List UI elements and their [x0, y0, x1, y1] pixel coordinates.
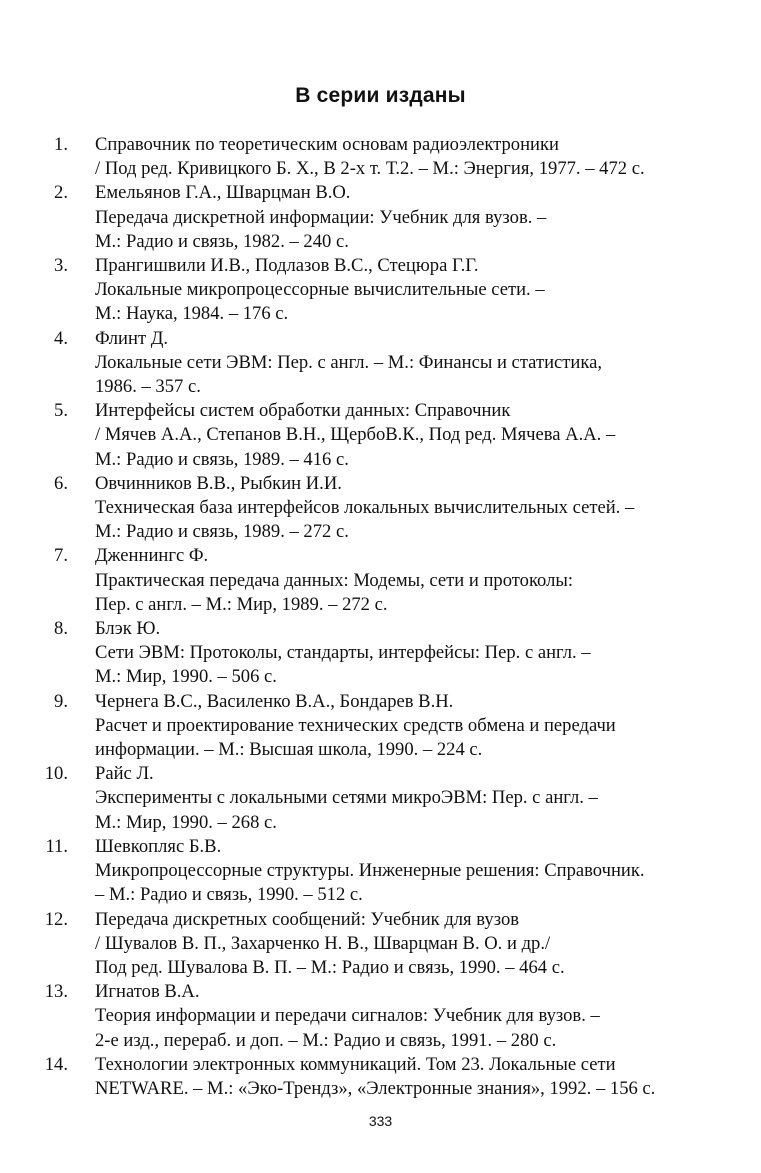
reference-number: 3.	[54, 255, 68, 277]
page-number: 333	[368, 1113, 393, 1129]
reference-item	[0, 762, 761, 835]
reference-line: Райс Л.	[95, 763, 154, 785]
reference-line: 1986. – 357 с.	[95, 376, 201, 398]
reference-item	[0, 133, 761, 181]
reference-line: М.: Радио и связь, 1982. – 240 с.	[95, 230, 349, 252]
reference-line: Игнатов В.А.	[95, 981, 200, 1003]
reference-item	[0, 908, 761, 981]
reference-line: М.: Радио и связь, 1989. – 272 с.	[95, 521, 349, 543]
reference-line: Чернега В.С., Василенко В.А., Бондарев В.Н.	[95, 690, 454, 712]
reference-line: Передача дискретных сообщений: Учебник для вузов	[95, 908, 520, 930]
reference-number: 2.	[54, 182, 68, 204]
reference-item	[0, 1053, 761, 1101]
reference-number: 11.	[45, 835, 68, 857]
reference-line: Эксперименты с локальными сетями микроЭВМ: Пер. с англ. –	[95, 787, 598, 809]
reference-line: Микропроцессорные структуры. Инженерные решения: Справочник.	[95, 860, 645, 882]
reference-line: Дженнингс Ф.	[95, 545, 209, 567]
reference-number: 12.	[44, 908, 68, 930]
reference-line: / Мячев А.А., Степанов В.Н., ЩербоВ.К., Под ред. Мячева А.А. –	[95, 424, 616, 446]
reference-line: М.: Мир, 1990. – 268 с.	[95, 811, 277, 833]
reference-line: Под ред. Шувалова В. П. – М.: Радио и связь, 1990. – 464 с.	[95, 956, 565, 978]
reference-number: 10.	[44, 763, 68, 785]
page-title: В серии изданы	[295, 84, 466, 107]
reference-number: 8.	[54, 618, 68, 640]
reference-number: 4.	[54, 327, 68, 349]
reference-number: 6.	[54, 472, 68, 494]
reference-line: Интерфейсы систем обработки данных: Справочник	[95, 400, 511, 422]
reference-line: Емельянов Г.А., Шварцман В.О.	[95, 182, 351, 204]
reference-item	[0, 254, 761, 327]
reference-line: информации. – М.: Высшая школа, 1990. – 224 с.	[95, 739, 483, 761]
reference-line: Шевкопляс Б.В.	[95, 835, 222, 857]
reference-line: Флинт Д.	[95, 327, 169, 349]
reference-line: 2-е изд., перераб. и доп. – М.: Радио и связь, 1991. – 280 с.	[95, 1029, 557, 1051]
reference-line: Локальные микропроцессорные вычислительные сети. –	[95, 279, 545, 301]
reference-item	[0, 544, 761, 617]
reference-line: Техническая база интерфейсов локальных вычислительных сетей. –	[95, 497, 635, 519]
reference-line: Блэк Ю.	[95, 618, 161, 640]
reference-line: / Под ред. Кривицкого Б. Х., В 2-х т. Т.2. – М.: Энергия, 1977. – 472 с.	[95, 158, 645, 180]
reference-item	[0, 327, 761, 400]
reference-item	[0, 181, 761, 254]
reference-number: 5.	[54, 400, 68, 422]
reference-line: Технологии электронных коммуникаций. Том 23. Локальные сети	[95, 1053, 616, 1075]
reference-line: – М.: Радио и связь, 1990. – 512 с.	[95, 884, 363, 906]
reference-line: / Шувалов В. П., Захарченко Н. В., Шварцман В. О. и др./	[95, 932, 551, 954]
reference-number: 14.	[44, 1053, 68, 1075]
reference-line: Пер. с англ. – М.: Мир, 1989. – 272 с.	[95, 593, 388, 615]
reference-item	[0, 617, 761, 690]
reference-number: 13.	[44, 981, 68, 1003]
reference-line: Прангишвили И.В., Подлазов В.С., Стецюра Г.Г.	[95, 255, 479, 277]
reference-line: NETWARE. – М.: «Эко-Трендз», «Электронные знания», 1992. – 156 с.	[95, 1077, 656, 1099]
reference-line: Овчинников В.В., Рыбкин И.И.	[95, 472, 342, 494]
reference-item	[0, 835, 761, 908]
reference-item	[0, 980, 761, 1053]
reference-line: М.: Радио и связь, 1989. – 416 с.	[95, 448, 349, 470]
reference-number: 9.	[54, 690, 68, 712]
reference-number: 7.	[54, 545, 68, 567]
reference-item	[0, 399, 761, 472]
reference-item	[0, 690, 761, 763]
reference-line: Передача дискретной информации: Учебник для вузов. –	[95, 206, 547, 228]
reference-line: Справочник по теоретическим основам радиоэлектроники	[95, 134, 559, 155]
reference-line: М.: Мир, 1990. – 506 с.	[95, 666, 277, 688]
reference-list	[0, 133, 761, 1101]
reference-line: Практическая передача данных: Модемы, сети и протоколы:	[95, 569, 574, 591]
reference-item	[0, 472, 761, 545]
reference-line: Сети ЭВМ: Протоколы, стандарты, интерфейсы: Пер. с англ. –	[95, 642, 591, 664]
reference-line: Расчет и проектирование технических средств обмена и передачи	[95, 714, 616, 736]
reference-line: Локальные сети ЭВМ: Пер. с англ. – М.: Финансы и статистика,	[95, 351, 602, 373]
reference-number: 1.	[54, 134, 68, 155]
reference-line: Теория информации и передачи сигналов: Учебник для вузов. –	[95, 1005, 600, 1027]
reference-line: М.: Наука, 1984. – 176 с.	[95, 303, 289, 325]
